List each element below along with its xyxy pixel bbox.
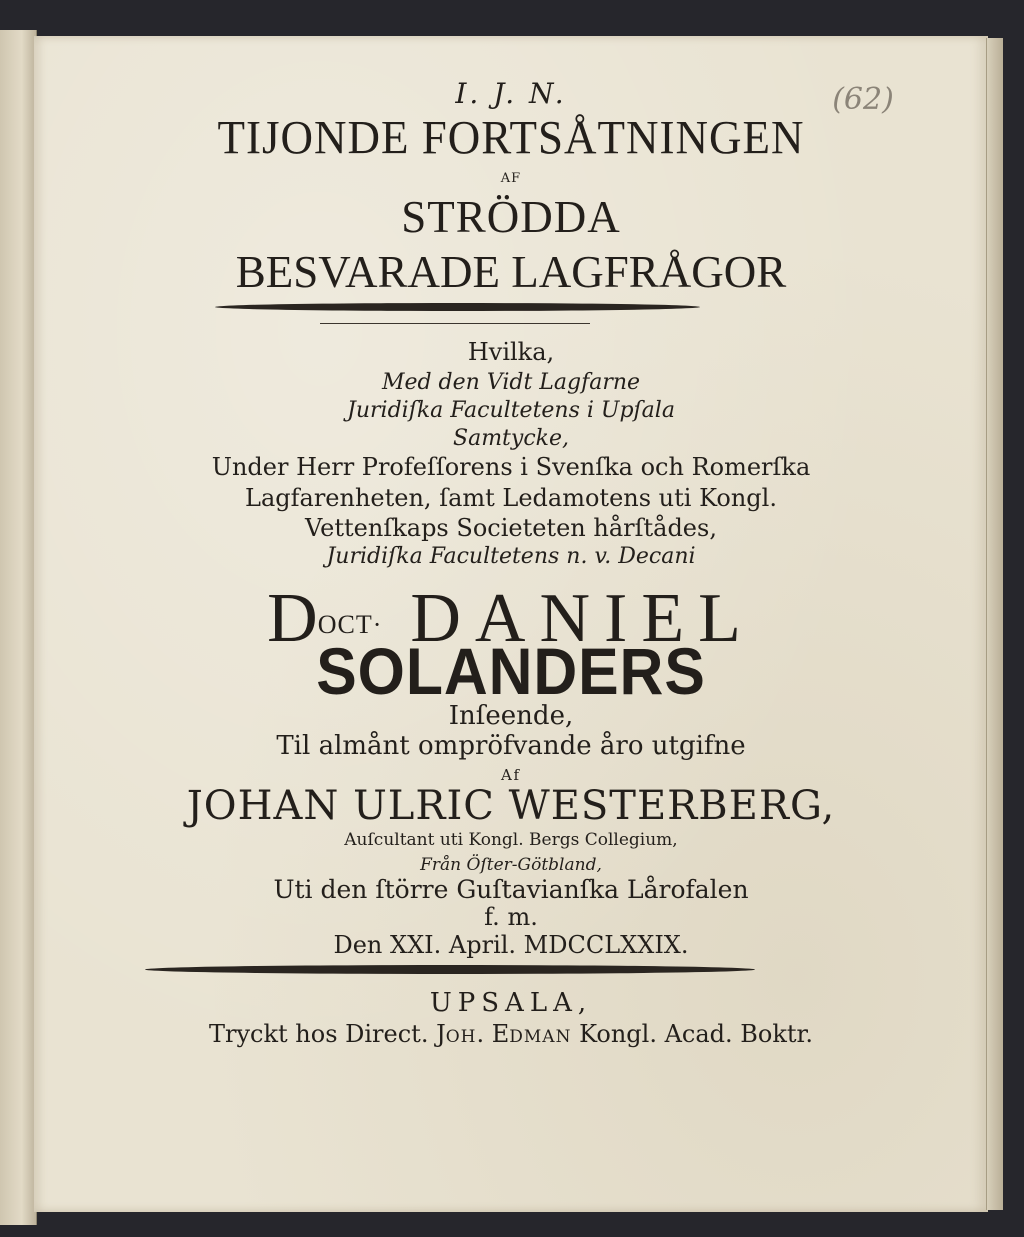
imprint-printer-part-1: Tryckt hos Direct. J bbox=[208, 1020, 446, 1048]
title-line-1: TIJONDE FORTSÅTNINGEN bbox=[217, 111, 805, 165]
title-af: AF bbox=[500, 171, 522, 186]
imprint-printer-part-2: . E bbox=[476, 1020, 510, 1048]
juridiska-line-1: Juridiſka Facultetens i Upſala bbox=[347, 398, 675, 423]
dedication-initials: I. J. N. bbox=[455, 77, 567, 110]
af-line: Af bbox=[500, 766, 522, 784]
imprint-place: UPSALA, bbox=[429, 988, 593, 1018]
juridiska-line-2: Juridiſka Facultetens n. v. Decani bbox=[326, 544, 696, 569]
lagfarenheten-line: Lagfarenheten, ſamt Ledamotens uti Kongl. bbox=[245, 484, 777, 512]
ornamental-rule-bottom bbox=[145, 965, 755, 974]
praeses-surname: SOLANDERS bbox=[316, 634, 706, 708]
page-stack-edge bbox=[986, 38, 1003, 1210]
doct-abbrev: OCT· bbox=[317, 610, 383, 639]
med-line: Med den Vidt Lagfarne bbox=[381, 370, 641, 395]
time-line: f. m. bbox=[484, 903, 538, 931]
venue-line: Uti den ſtörre Guſtavianſka Lårofalen bbox=[273, 875, 749, 904]
imprint-printer-edman: DMAN bbox=[509, 1027, 572, 1047]
praeses-first-name: DANIEL bbox=[410, 580, 755, 657]
date-line: Den XXI. April. MDCCLXXIX. bbox=[333, 931, 689, 959]
title-line-2: STRÖDDA bbox=[401, 192, 621, 242]
respondent-name: JOHAN ULRIC WESTERBERG, bbox=[186, 783, 836, 829]
thin-rule-top bbox=[320, 323, 590, 324]
left-page-edge bbox=[0, 30, 37, 1225]
samtycke-line: Samtycke, bbox=[453, 426, 569, 451]
til-line: Til almånt ompröfvande åro utgifne bbox=[276, 731, 746, 761]
title-line-3: BESVARADE LAGFRÅGOR bbox=[235, 247, 787, 297]
imprint-printer-joh: OH bbox=[445, 1027, 477, 1047]
handwritten-folio-number: (62) bbox=[832, 82, 894, 117]
under-line: Under Herr Profeſſorens i Svenſka och Romerſka bbox=[211, 453, 811, 481]
imprint-printer-part-3: Kongl. Acad. Boktr. bbox=[571, 1020, 814, 1048]
imprint-printer bbox=[34, 1022, 988, 1046]
ornamental-rule-top bbox=[215, 303, 700, 311]
vettenskaps-line: Vettenſkaps Societeten hårſtådes, bbox=[305, 514, 717, 542]
doct-initial: D bbox=[267, 580, 318, 657]
inseende-line: Inſeende, bbox=[448, 701, 574, 731]
respondent-origin: Från Öſter-Götbland, bbox=[420, 855, 602, 875]
respondent-title: Auſcultant uti Kongl. Bergs Collegium, bbox=[344, 830, 678, 850]
hvilka-line: Hvilka, bbox=[467, 338, 555, 366]
